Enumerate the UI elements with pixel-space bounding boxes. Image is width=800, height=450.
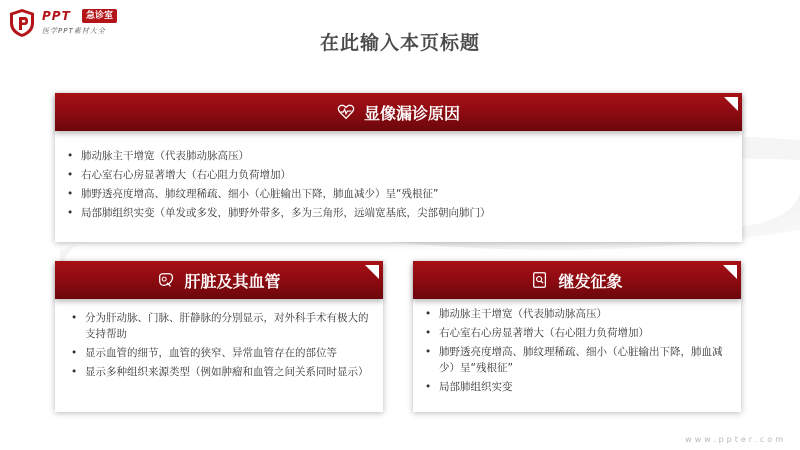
page-title: 在此输入本页标题 — [319, 32, 480, 54]
card-imaging-header — [55, 93, 742, 131]
logo-subtitle: 医学PPT素材大全 — [42, 27, 106, 35]
card-liver-list — [55, 310, 383, 383]
corner-fold-decoration — [365, 265, 379, 279]
list-item: • 肺野透亮度增高、肺纹理稀疏、细小（心脏输出下降，肺血减少）呈“残根征” — [413, 344, 741, 376]
card-liver-title: 肝脏及其血管 — [184, 271, 281, 291]
card-liver — [55, 261, 383, 412]
corner-fold-decoration — [723, 265, 737, 279]
card-secondary-title: 继发征象 — [558, 271, 623, 291]
watermark: www.ppter.com — [685, 435, 786, 444]
list-item: • 局部肺组织实变（单发或多发，肺野外带多，多为三角形，远端宽基底，尖部朝向肺门） — [55, 205, 742, 221]
corner-fold-decoration — [724, 97, 738, 111]
logo-tag: 急诊室 — [82, 9, 117, 23]
list-item: • 肺野透亮度增高、肺纹理稀疏、细小（心脏输出下降，肺血减少）呈“残根征” — [55, 186, 742, 202]
card-secondary — [413, 261, 741, 412]
logo-ppt-text: PPT — [42, 9, 71, 23]
card-liver-header — [55, 261, 383, 299]
card-imaging-list — [55, 148, 742, 224]
heartbeat-icon — [337, 103, 355, 121]
card-secondary-list — [413, 306, 741, 398]
list-item: • 显示多种组织来源类型（例如肿瘤和血管之间关系同时显示） — [55, 364, 383, 380]
card-imaging-title: 显像漏诊原因 — [363, 103, 460, 123]
card-secondary-header — [413, 261, 741, 299]
liver-icon — [157, 271, 175, 289]
list-item: • 肺动脉主干增宽（代表肺动脉高压） — [55, 148, 742, 164]
list-item: • 局部肺组织实变 — [413, 379, 741, 395]
list-item: • 分为肝动脉、门脉、肝静脉的分别显示，对外科手术有极大的支持帮助 — [55, 310, 383, 342]
list-item: • 右心室右心房显著增大（右心阻力负荷增加） — [55, 167, 742, 183]
list-item: • 右心室右心房显著增大（右心阻力负荷增加） — [413, 325, 741, 341]
list-item: • 肺动脉主干增宽（代表肺动脉高压） — [413, 306, 741, 322]
search-report-icon — [531, 271, 549, 289]
card-imaging — [55, 93, 742, 242]
list-item: • 显示血管的细节，血管的狭窄、异常血管存在的部位等 — [55, 345, 383, 361]
